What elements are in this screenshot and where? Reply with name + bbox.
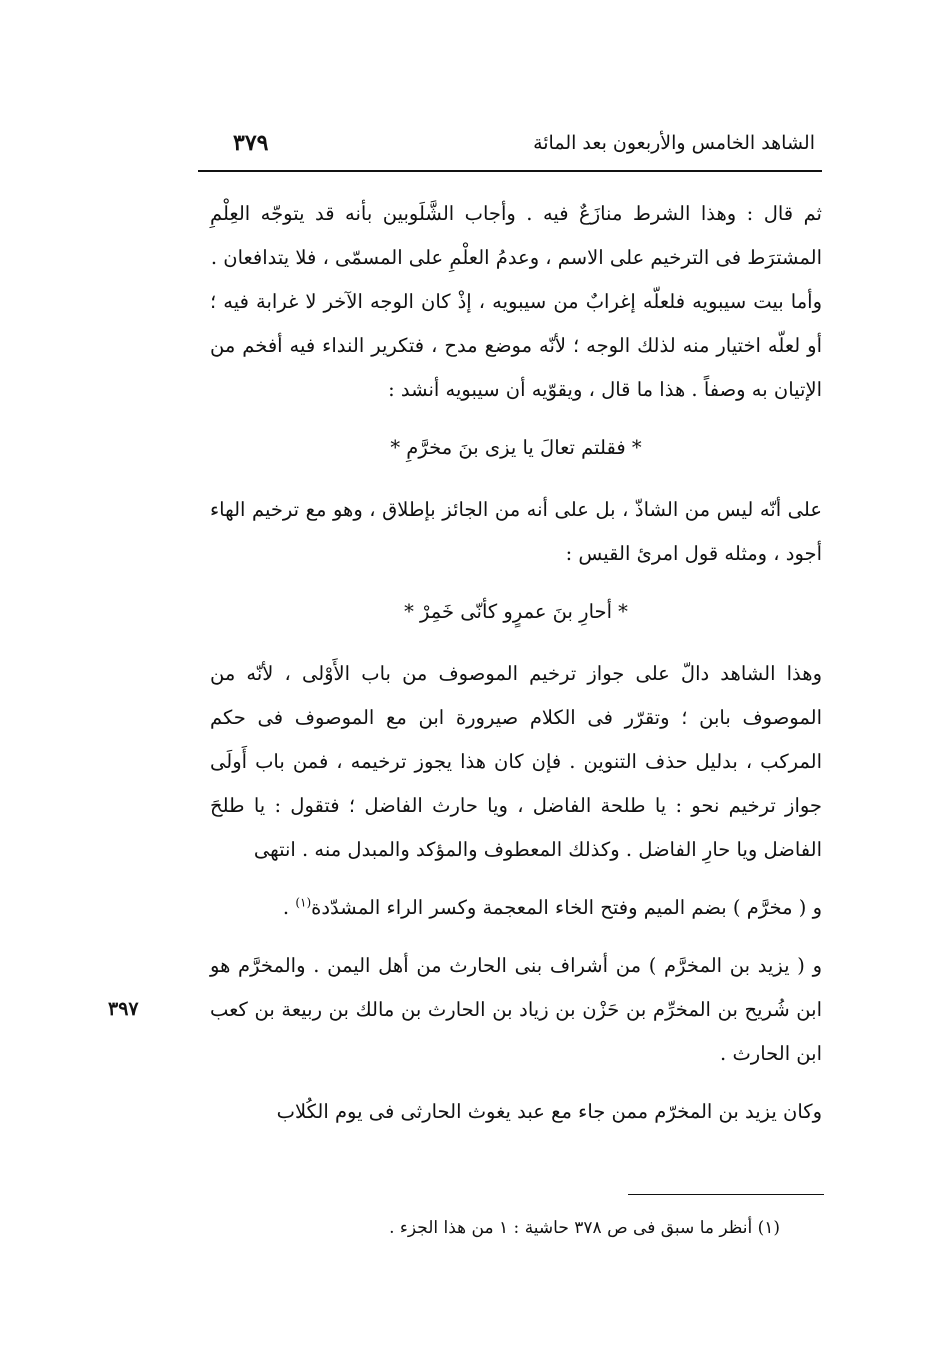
running-title: الشاهد الخامس والأربعون بعد المائة bbox=[533, 132, 815, 154]
margin-page-number: ٣٩٧ bbox=[108, 998, 139, 1020]
header-rule bbox=[198, 170, 822, 172]
running-header bbox=[215, 128, 815, 168]
footnote-marker[interactable]: (١) bbox=[295, 895, 312, 910]
paragraph-5-text: و ( مخرَّم ) بضم الميم وفتح الخاء المعجمة وكسر الراء المشدّدة bbox=[311, 896, 822, 919]
paragraph-5 bbox=[210, 886, 822, 930]
verse-line-1: * فقلتم تعالَ يا يزى بنَ مخرَّمِ * bbox=[390, 436, 642, 459]
footnote-rule bbox=[628, 1194, 824, 1195]
paragraph-gap bbox=[210, 1076, 822, 1090]
main-text bbox=[210, 192, 822, 1134]
paragraph-3: على أنّه ليس من الشاذّ ، بل على أنه من الجائز بإطلاق ، وهو مع ترخيم الهاء أجود ، ومثله قول امرئ القيس : bbox=[210, 498, 822, 565]
paragraph-gap bbox=[210, 930, 822, 944]
paragraph-gap bbox=[210, 872, 822, 886]
paragraph-1: ثم قال : وهذا الشرط منازَعٌ فيه . وأجاب الشَّلَوبين بأنه قد يتوجّه العِلْمِ المشترَط فى الترخيم على الاسم ، وعدمُ العلْمِ على المسمّى ، فلا يتدافعان . bbox=[210, 202, 822, 269]
paragraph-4: وهذا الشاهد دالّ على جواز ترخيم الموصوف من باب الأَوْلى ، لأنّه من الموصوف بابن ؛ وتقرّر فى الكلام صيرورة ابن مع الموصوف فى حكم المركب ، بدليل حذف التنوين . فإن كان هذا يجوز ترخيمه ، فمن باب أَولَى جواز ترخيم نحو : يا طلحة الفاضل ، ويا حارث الفاضل ؛ فتقول : يا طلحَ الفاضل ويا حارِ الفاضل . وكذلك المعطوف والمؤكد والمبدل منه . انتهى bbox=[210, 662, 822, 861]
paragraph-7: وكان يزيد بن المخرّم ممن جاء مع عبد يغوث الحارثى فى يوم الكُلاب bbox=[276, 1100, 822, 1123]
paragraph-5-end: . bbox=[282, 896, 296, 919]
footnote: (١) أنظر ما سبق فى ص ٣٧٨ حاشية : ١ من هذا الجزء . bbox=[389, 1218, 780, 1238]
page-number: ٣٧٩ bbox=[233, 130, 269, 156]
verse-line-2: * أحارِ بنَ عمرٍو كأنّى خَمِرْ * bbox=[404, 600, 628, 623]
paragraph-2: وأما بيت سيبويه فلعلّه إغرابٌ من سيبويه ، إذْ كان الوجه الآخر لا غرابة فيه ؛ أو لعلّه اختيار منه لذلك الوجه ؛ لأنّه موضع مدح ، فتكرير النداء فيه أفخم من الإتيان به وصفاً . هذا ما قال ، ويقوّيه أن سيبويه أنشد : bbox=[210, 290, 822, 401]
paragraph-6: و ( يزيد بن المخرَّم ) من أشراف بنى الحارث من أهل اليمن . والمخرَّم هو ابن شُريح بن المخرِّم بن حَزْن بن زياد بن الحارث بن مالك بن ربيعة بن كعب ابن الحارث . bbox=[210, 954, 822, 1065]
